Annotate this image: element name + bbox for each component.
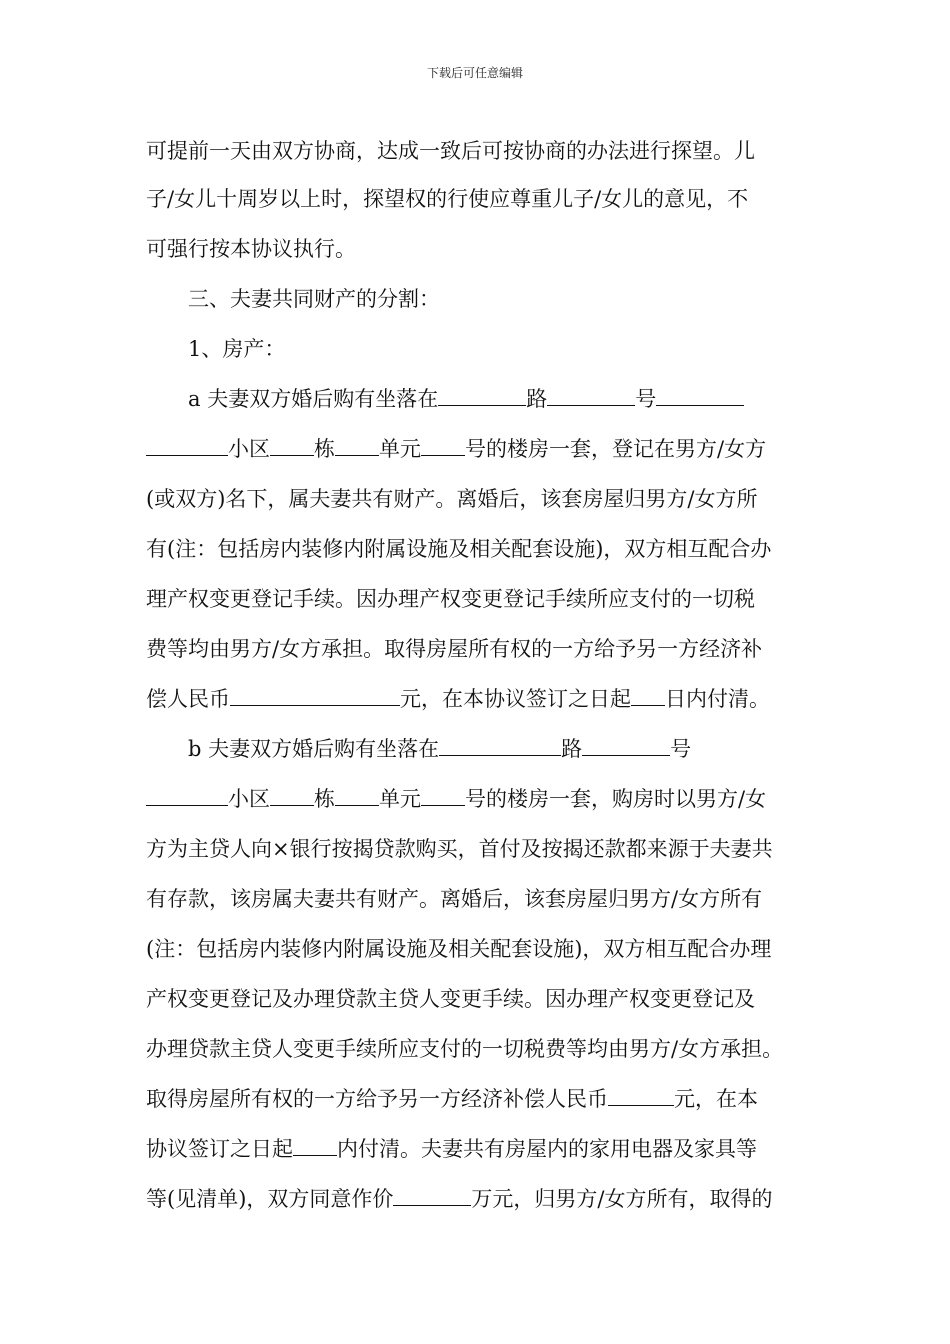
subsection-heading: 1、房产： — [188, 337, 286, 361]
text-line — [146, 1184, 772, 1214]
text-segment: 号的楼房一套，登记在男方/女方 — [465, 437, 767, 461]
text-segment: 元，在本 — [674, 1087, 758, 1111]
text-segment: 号的楼房一套，购房时以男方/女 — [465, 787, 767, 811]
text-segment: 内付清。夫妻共有房屋内的家用电器及家具等 — [337, 1137, 757, 1161]
blank-field — [547, 385, 635, 406]
text-segment: 日内付清。 — [665, 687, 770, 711]
text-segment: 小区 — [228, 437, 270, 461]
text-segment: 单元 — [379, 787, 421, 811]
text-line: (或双方)名下，属夫妻共有财产。离婚后，该套房屋归男方/女方所 — [146, 487, 758, 511]
blank-field — [270, 785, 314, 806]
text-segment: a 夫妻双方婚后购有坐落在 — [188, 387, 439, 411]
text-line: 子/女儿十周岁以上时，探望权的行使应尊重儿子/女儿的意见，不 — [146, 187, 749, 211]
blank-field — [608, 1085, 674, 1106]
text-segment: 协议签订之日起 — [146, 1137, 293, 1161]
section-heading: 三、夫妻共同财产的分割： — [188, 287, 440, 311]
blank-field — [146, 785, 228, 806]
text-segment: 万元，归男方/女方所有，取得的 — [471, 1187, 773, 1211]
blank-field — [656, 385, 744, 406]
text-line — [146, 784, 766, 814]
text-segment: 等(见清单)，双方同意作价 — [146, 1187, 394, 1211]
blank-field — [421, 435, 465, 456]
blank-field — [293, 1135, 337, 1156]
text-segment: 取得房屋所有权的一方给予另一方经济补偿人民币 — [146, 1087, 608, 1111]
text-line — [146, 1134, 757, 1164]
blank-field — [335, 785, 379, 806]
text-line: 可提前一天由双方协商，达成一致后可按协商的办法进行探望。儿 — [146, 139, 755, 163]
text-line: 费等均由男方/女方承担。取得房屋所有权的一方给予另一方经济补 — [146, 637, 763, 661]
text-line: 有存款，该房属夫妻共有财产。离婚后，该套房屋归男方/女方所有 — [146, 887, 763, 911]
blank-field — [439, 735, 561, 756]
blank-field — [230, 685, 400, 706]
text-line: 方为主贷人向×银行按揭贷款购买，首付及按揭还款都来源于夫妻共 — [146, 837, 773, 861]
text-segment: 栋 — [314, 787, 335, 811]
text-line: (注：包括房内装修内附属设施及相关配套设施)，双方相互配合办理 — [146, 937, 772, 961]
text-segment: 号 — [670, 737, 692, 761]
text-line: 理产权变更登记手续。因办理产权变更登记手续所应支付的一切税 — [146, 587, 755, 611]
text-segment: 小区 — [228, 787, 270, 811]
text-segment: 栋 — [314, 437, 335, 461]
blank-field — [438, 385, 526, 406]
blank-field — [146, 435, 228, 456]
text-line — [188, 384, 744, 414]
text-line — [188, 734, 691, 764]
text-line: 办理贷款主贷人变更手续所应支付的一切税费等均由男方/女方承担。 — [146, 1037, 784, 1061]
text-segment: b 夫妻双方婚后购有坐落在 — [188, 737, 440, 761]
text-segment: 路 — [526, 387, 548, 411]
blank-field — [582, 735, 670, 756]
blank-field — [421, 785, 465, 806]
text-line: 有(注：包括房内装修内附属设施及相关配套设施)，双方相互配合办 — [146, 537, 772, 561]
blank-field — [335, 435, 379, 456]
text-line: 产权变更登记及办理贷款主贷人变更手续。因办理产权变更登记及 — [146, 987, 755, 1011]
text-segment: 偿人民币 — [146, 687, 230, 711]
text-line: 可强行按本协议执行。 — [146, 237, 356, 261]
text-segment: 单元 — [379, 437, 421, 461]
blank-field — [631, 685, 665, 706]
blank-field — [270, 435, 314, 456]
text-segment: 号 — [635, 387, 657, 411]
blank-field — [393, 1185, 471, 1206]
text-segment: 元，在本协议签订之日起 — [400, 687, 631, 711]
text-segment: 路 — [561, 737, 583, 761]
page-header: 下载后可任意编辑 — [426, 66, 523, 80]
text-line — [146, 1084, 758, 1114]
text-line — [146, 434, 766, 464]
text-line — [146, 684, 770, 714]
